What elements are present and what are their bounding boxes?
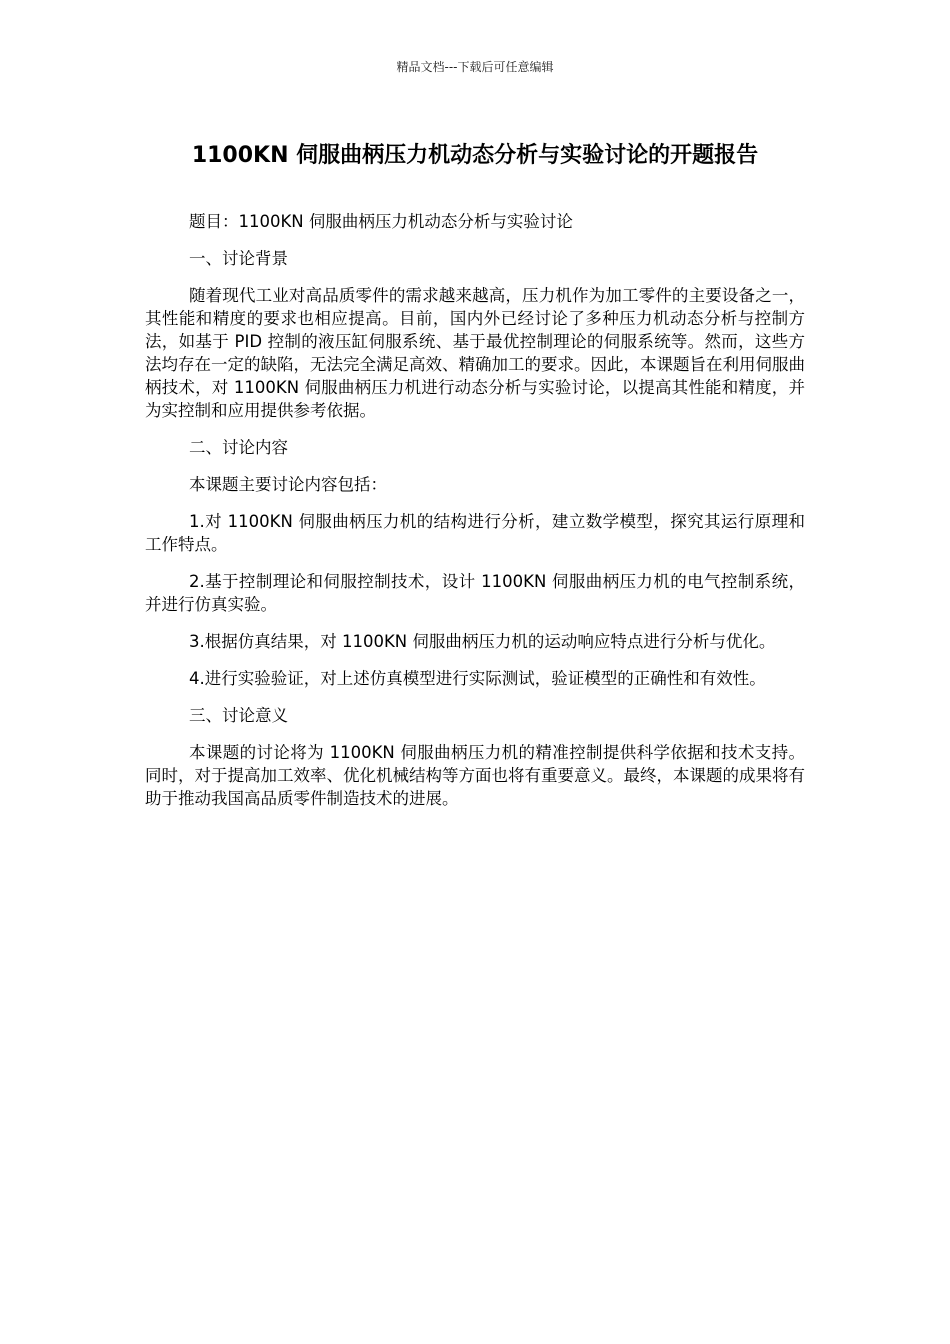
section-body-background: 随着现代工业对高品质零件的需求越来越高，压力机作为加工零件的主要设备之一，其性能和精度的要求也相应提高。目前，国内外已经讨论了多种压力机动态分析与控制方法，如基于 PID 控制的液压缸伺服系统、基于最优控制理论的伺服系统等。然而，这些方法均存在一定的缺陷，无法完全满足高效、精确加工的要求。因此，本课题旨在利用伺服曲柄技术，对 1100KN 伺服曲柄压力机进行动态分析与实验讨论，以提高其性能和精度，并为实控制和应用提供参考依据。 [145, 286, 805, 420]
list-item: 2.基于控制理论和伺服控制技术，设计 1100KN 伺服曲柄压力机的电气控制系统，并进行仿真实验。 [145, 572, 805, 614]
topic-line: 题目：1100KN 伺服曲柄压力机动态分析与实验讨论 [189, 212, 573, 231]
header-note: 精品文档---下载后可任意编辑 [396, 60, 554, 74]
list-item: 3.根据仿真结果，对 1100KN 伺服曲柄压力机的运动响应特点进行分析与优化。 [189, 632, 776, 651]
section-intro-content: 本课题主要讨论内容包括： [189, 475, 387, 494]
list-item: 4.进行实验验证，对上述仿真模型进行实际测试，验证模型的正确性和有效性。 [189, 669, 766, 688]
document-title: 1100KN 伺服曲柄压力机动态分析与实验讨论的开题报告 [191, 143, 759, 168]
section-heading-background: 一、讨论背景 [189, 249, 288, 268]
section-heading-content: 二、讨论内容 [189, 438, 288, 457]
document-body [145, 210, 805, 824]
list-item: 1.对 1100KN 伺服曲柄压力机的结构进行分析，建立数学模型，探究其运行原理和工作特点。 [145, 512, 805, 554]
section-body-significance: 本课题的讨论将为 1100KN 伺服曲柄压力机的精准控制提供科学依据和技术支持。同时，对于提高加工效率、优化机械结构等方面也将有重要意义。最终，本课题的成果将有助于推动我国高品质零件制造技术的进展。 [145, 743, 805, 808]
section-heading-significance: 三、讨论意义 [189, 706, 288, 725]
